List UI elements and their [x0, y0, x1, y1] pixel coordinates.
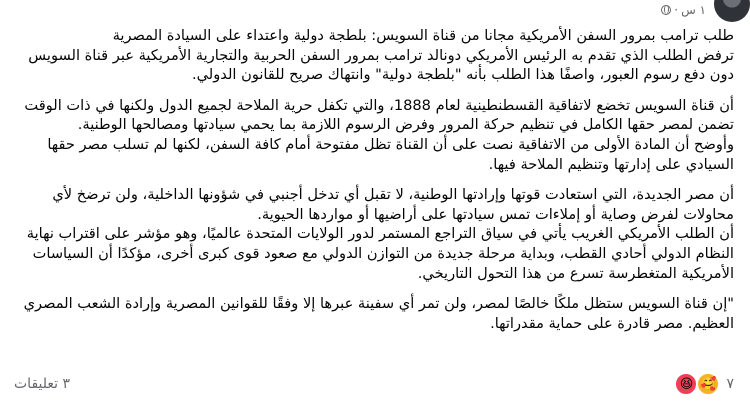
- post-header: [550, 0, 750, 22]
- like-icon: 😆: [674, 372, 698, 396]
- author-avatar[interactable]: [714, 0, 750, 22]
- post-timestamp[interactable]: [661, 3, 706, 17]
- timestamp-text: ١ س: [681, 3, 706, 17]
- reactions-summary[interactable]: [674, 372, 736, 396]
- post-paragraph: طلب ترامب بمرور السفن الأمريكية مجانا من قناة السويس: بلطجة دولية واعتداء على السيادة المصرية ترفض الطلب الذي تقدم به الرئيس الأمريكي دونالد ترامب بمرور السفن الحربية والتجارية الأمريكية عبر قناة السويس دون دفع رسوم العبور، واصفًا هذا الطلب بأنه "بلطجة دولية" وانتهاك صريح للقانون الدولي.: [28, 27, 734, 84]
- post-paragraph: "إن قناة السويس ستظل ملكًا خالصًا لمصر، ولن تمر أي سفينة عبرها إلا وفقًا للقوانين المصرية وإرادة الشعب المصري العظيم. مصر قادرة على حماية مقدراتها.: [23, 295, 734, 332]
- post-paragraph: أن قناة السويس تخضع لاتفاقية القسطنطينية لعام 1888، والتي تكفل حرية الملاحة لجميع الدول ولكنها في ذات الوقت تضمن لمصر حقها الكامل في تنظيم حركة المرور وفرض الرسوم اللازمة بما يحمي سيادتها ومصالحها الوطنية. وأوضح أن المادة الأولى من الاتفاقية نصت على أن القناة تظل مفتوحة أمام كافة السفن، لكنها لم تسلب مصر حقها السيادي على إدارتها وتنظيم الملاحة فيها.: [24, 96, 734, 173]
- comments-count[interactable]: ٣ تعليقات: [14, 376, 71, 392]
- post-paragraph: أن مصر الجديدة، التي استعادت قوتها وإرادتها الوطنية، لا تقبل أي تدخل أجنبي في شؤونها الداخلية، ولن ترضخ لأي محاولات لفرض وصاية أو إملاءات تمس سيادتها على أراضيها أو مواردها الحيوية. أن الطلب الأمريكي الغريب يأتي في سياق التراجع المستمر لدور الولايات المتحدة عالميًا، وهو مؤشر على اقتراب نهاية النظام الدولي أحادي القطب، وبداية مرحلة جديدة من التوازن الدولي مع صعود قوى كبرى أخرى، مؤكدًا أن السياسات الأمريكية المتغطرسة تسرع من هذا التحول التاريخي.: [26, 186, 734, 282]
- post-body: [18, 26, 734, 344]
- globe-icon: [661, 5, 671, 15]
- love-icon: 🥰: [696, 372, 720, 396]
- separator-dot: ·: [674, 3, 679, 17]
- reaction-count: ٧: [726, 376, 734, 392]
- post-footer: [0, 370, 750, 400]
